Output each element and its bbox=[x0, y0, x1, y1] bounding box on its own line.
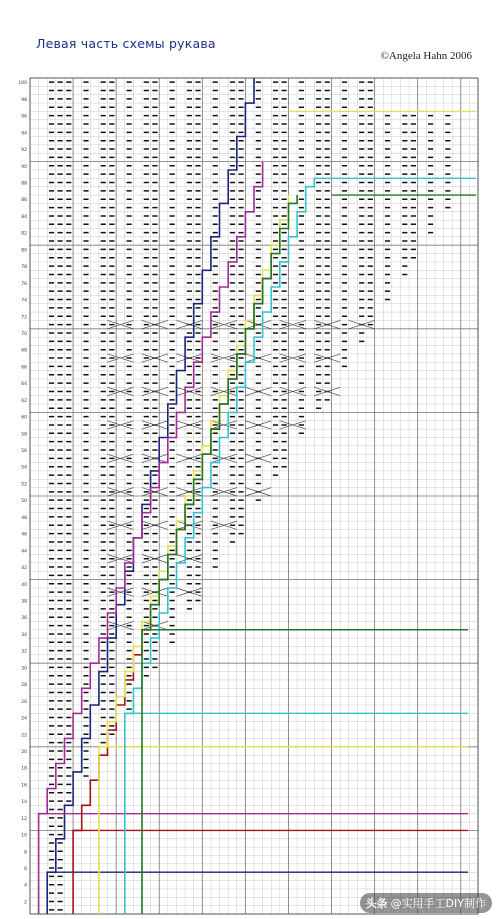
row-label: 78 bbox=[21, 265, 27, 271]
row-label: 20 bbox=[21, 750, 27, 755]
row-label: 2 bbox=[24, 900, 27, 906]
row-label: 86 bbox=[21, 198, 27, 204]
row-label: 70 bbox=[21, 332, 27, 337]
row-label: 74 bbox=[21, 298, 27, 304]
row-label: 72 bbox=[21, 315, 27, 321]
row-label: 22 bbox=[21, 733, 27, 739]
row-label: 68 bbox=[21, 348, 27, 354]
row-label: 64 bbox=[21, 382, 27, 388]
row-label: 52 bbox=[21, 482, 27, 488]
row-label: 66 bbox=[21, 365, 27, 371]
row-label: 100 bbox=[18, 81, 27, 87]
row-label: 36 bbox=[21, 616, 27, 622]
row-label: 12 bbox=[21, 816, 27, 822]
row-label: 56 bbox=[21, 449, 27, 454]
row-label: 40 bbox=[21, 582, 27, 588]
row-label: 44 bbox=[21, 549, 27, 555]
row-label: 26 bbox=[21, 699, 27, 705]
row-label: 92 bbox=[21, 148, 27, 154]
row-label: 80 bbox=[21, 248, 27, 254]
row-label: 48 bbox=[21, 515, 27, 521]
watermark-logo: 头条 bbox=[365, 897, 388, 910]
row-label: 4 bbox=[24, 883, 27, 889]
row-label: 98 bbox=[21, 97, 27, 103]
row-label: 50 bbox=[21, 499, 27, 505]
row-label: 28 bbox=[21, 683, 27, 689]
row-label: 88 bbox=[21, 181, 27, 187]
row-label: 76 bbox=[21, 281, 27, 287]
row-label: 30 bbox=[21, 666, 27, 672]
row-label: 14 bbox=[21, 800, 27, 806]
watermark-badge bbox=[360, 893, 492, 913]
row-label: 38 bbox=[21, 599, 27, 605]
row-label: 62 bbox=[21, 398, 27, 404]
row-label: 58 bbox=[21, 432, 27, 438]
row-label: 6 bbox=[24, 867, 27, 872]
row-label: 8 bbox=[24, 850, 27, 856]
row-label: 90 bbox=[21, 164, 27, 170]
chart-title: Левая часть схемы рукава bbox=[36, 36, 216, 51]
row-label: 94 bbox=[21, 131, 27, 137]
copyright-label: ©Angela Hahn 2006 bbox=[380, 50, 472, 62]
row-label: 24 bbox=[21, 716, 27, 722]
watermark-text: @实用手工DIY制作 bbox=[390, 897, 486, 910]
row-label: 46 bbox=[21, 532, 27, 538]
row-label: 10 bbox=[21, 833, 27, 839]
row-label: 42 bbox=[21, 566, 27, 572]
row-label: 32 bbox=[21, 649, 27, 655]
row-label: 96 bbox=[21, 114, 27, 120]
row-label: 82 bbox=[21, 231, 27, 237]
row-label: 34 bbox=[21, 632, 27, 638]
row-label: 16 bbox=[21, 783, 27, 789]
row-label: 60 bbox=[21, 415, 27, 421]
row-label: 18 bbox=[21, 766, 27, 772]
row-label: 84 bbox=[21, 214, 27, 220]
row-label: 54 bbox=[21, 465, 27, 471]
